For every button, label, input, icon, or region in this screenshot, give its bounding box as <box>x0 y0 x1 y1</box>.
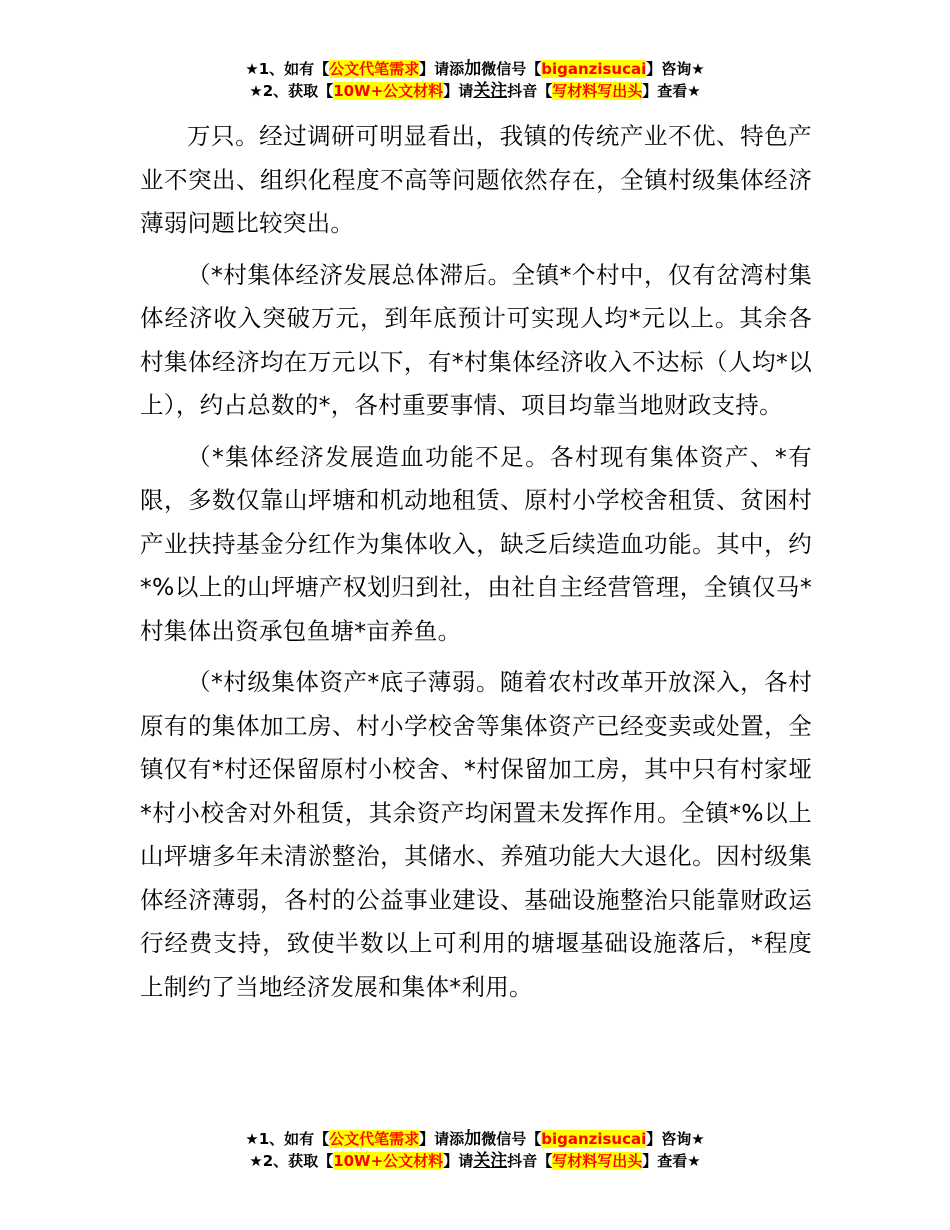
banner-highlight-douyin: 写材料写出头 <box>552 1152 643 1170</box>
banner-text: 抖音【 <box>507 82 553 100</box>
banner-text: 】请添 <box>419 60 465 78</box>
banner-text: 】请 <box>443 82 474 100</box>
banner-text: 】咨询★ <box>646 60 705 78</box>
header-banner <box>0 58 950 102</box>
banner-text: 关注 <box>473 81 508 101</box>
banner-text: 】请添 <box>419 1130 465 1148</box>
banner-text: 抖音【 <box>507 1152 553 1170</box>
banner-line-1 <box>0 1128 950 1150</box>
banner-text: 】请 <box>443 1152 474 1170</box>
footer-banner <box>0 1128 950 1172</box>
banner-highlight: 10W+公文材料 <box>333 82 444 100</box>
banner-highlight: 公文代笔需求 <box>329 60 420 78</box>
banner-text: 微信号【 <box>481 60 542 78</box>
banner-highlight: 公文代笔需求 <box>329 1130 420 1148</box>
banner-text: 加 <box>464 1129 482 1149</box>
banner-text: ★1、如有【 <box>245 1130 330 1148</box>
banner-line-2 <box>0 1150 950 1172</box>
paragraph: （*村集体经济发展总体滞后。全镇*个村中，仅有岔湾村集体经济收入突破万元，到年底预计可实现人均*元以上。其余各村集体经济均在万元以下，有*村集体经济收入不达标（人均*以上），约占总数的*，各村重要事情、项目均靠当地财政支持。 <box>140 260 812 419</box>
banner-highlight-wechat-id: biganzisucai <box>541 1130 647 1148</box>
banner-highlight-wechat-id: biganzisucai <box>541 60 647 78</box>
banner-text: 微信号【 <box>481 1130 542 1148</box>
paragraph: （*村级集体资产*底子薄弱。随着农村改革开放深入，各村原有的集体加工房、村小学校舍等集体资产已经变卖或处置，全镇仅有*村还保留原村小校舍、*村保留加工房，其中只有村家垭*村小校舍对外租赁，其余资产均闲置未发挥作用。全镇*%以上山坪塘多年未清淤整治，其储水、养殖功能大大退化。因村级集体经济薄弱，各村的公益事业建设、基础设施整治只能靠财政运行经费支持，致使半数以上可利用的塘堰基础设施落后，*程度上制约了当地经济发展和集体*利用。 <box>140 668 812 1001</box>
paragraph: （*集体经济发展造血功能不足。各村现有集体资产、*有限，多数仅靠山坪塘和机动地租赁、原村小学校舍租赁、贫困村产业扶持基金分红作为集体收入，缺乏后续造血功能。其中，约*%以上的山坪塘产权划归到社，由社自主经营管理，全镇仅马*村集体出资承包鱼塘*亩养鱼。 <box>140 442 812 645</box>
banner-text: 】咨询★ <box>646 1130 705 1148</box>
banner-text: ★2、获取【 <box>249 82 334 100</box>
banner-highlight-douyin: 写材料写出头 <box>552 82 643 100</box>
banner-text: 】查看★ <box>642 1152 701 1170</box>
banner-line-2 <box>0 80 950 102</box>
banner-text: ★1、如有【 <box>245 60 330 78</box>
document-body <box>140 115 812 1017</box>
banner-highlight: 10W+公文材料 <box>333 1152 444 1170</box>
banner-line-1 <box>0 58 950 80</box>
banner-text: 】查看★ <box>642 82 701 100</box>
paragraph: 万只。经过调研可明显看出，我镇的传统产业不优、特色产业不突出、组织化程度不高等问题依然存在，全镇村级集体经济薄弱问题比较突出。 <box>140 122 812 237</box>
banner-text: 关注 <box>473 1151 508 1171</box>
banner-text: 加 <box>464 59 482 79</box>
banner-text: ★2、获取【 <box>249 1152 334 1170</box>
